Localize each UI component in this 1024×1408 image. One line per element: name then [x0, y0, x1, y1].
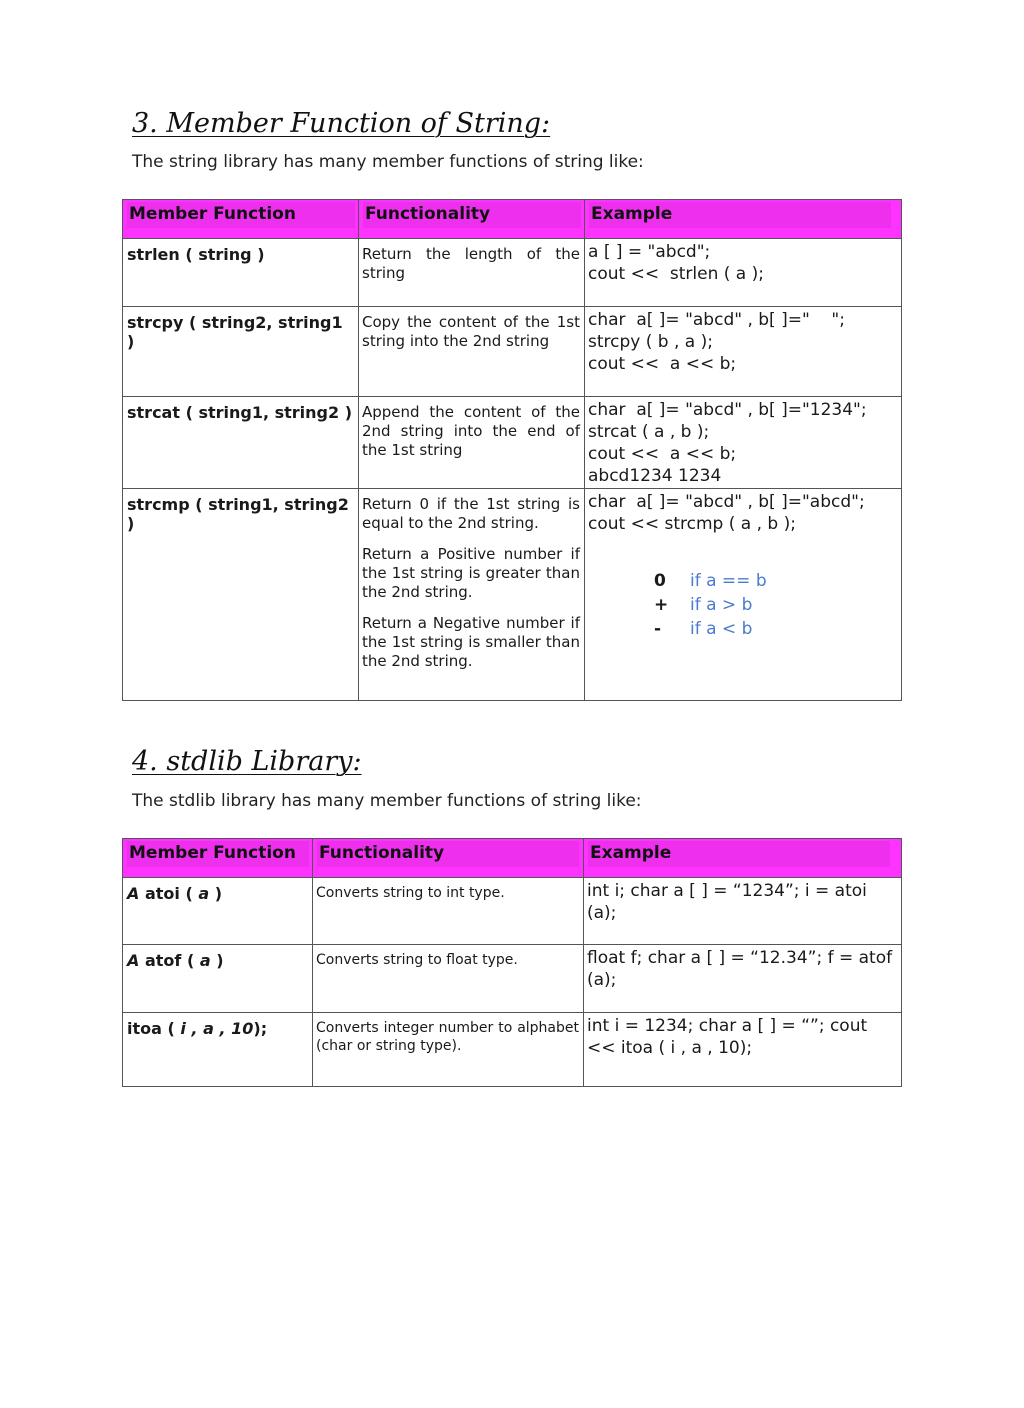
- section4-heading: 4. stdlib Library:: [132, 746, 362, 777]
- function-name: strcat ( string1, string2 ): [123, 397, 359, 489]
- function-description: Converts integer number to alphabet (char or string type).: [313, 1013, 584, 1087]
- section3-intro: The string library has many member functions of string like:: [132, 152, 644, 172]
- header-member-function: Member Function: [123, 200, 359, 239]
- table-row: [123, 489, 902, 701]
- function-description: Return the length of the string: [359, 239, 585, 307]
- table-row: [123, 239, 902, 307]
- table-row: [123, 945, 902, 1013]
- string-functions-table: [122, 199, 902, 701]
- header-member-function: Member Function: [123, 839, 313, 878]
- table-header-row: [123, 200, 902, 239]
- function-description: Append the content of the 2nd string into the end of the 1st string: [359, 397, 585, 489]
- function-example: a [ ] = "abcd"; cout << strlen ( a );: [585, 239, 902, 307]
- result-item: - if a < b: [654, 619, 753, 639]
- comparison-results: [588, 569, 897, 641]
- function-example: char a[ ]= "abcd" , b[ ]="1234"; strcat ( a , b ); cout << a << b; abcd1234 1234: [585, 397, 902, 489]
- table-row: [123, 878, 902, 945]
- function-name: A atoi ( a ): [123, 878, 313, 945]
- table-header-row: [123, 839, 902, 878]
- table-row: [123, 1013, 902, 1087]
- function-description: Converts string to int type.: [313, 878, 584, 945]
- function-example: int i; char a [ ] = “1234”; i = atoi (a);: [584, 878, 902, 945]
- function-description: Return 0 if the 1st string is equal to the 2nd string. Return a Positive number if the 1st string is greater than the 2nd string. Return a Negative number if the 1st string is smaller than the 2nd string.: [359, 489, 585, 701]
- function-example: float f; char a [ ] = “12.34”; f = atof (a);: [584, 945, 902, 1013]
- header-example: Example: [584, 839, 902, 878]
- function-name: A atof ( a ): [123, 945, 313, 1013]
- section3-heading: 3. Member Function of String:: [132, 108, 551, 139]
- function-description: Converts string to float type.: [313, 945, 584, 1013]
- function-example: int i = 1234; char a [ ] = “”; cout << itoa ( i , a , 10);: [584, 1013, 902, 1087]
- function-name: strcmp ( string1, string2 ): [123, 489, 359, 701]
- stdlib-functions-table: [122, 838, 902, 1087]
- result-item: + if a > b: [654, 595, 753, 615]
- table-row: [123, 397, 902, 489]
- header-example: Example: [585, 200, 902, 239]
- table-row: [123, 307, 902, 397]
- result-item: 0 if a == b: [654, 571, 767, 591]
- function-example: char a[ ]= "abcd" , b[ ]=" "; strcpy ( b , a ); cout << a << b;: [585, 307, 902, 397]
- function-example: char a[ ]= "abcd" , b[ ]="abcd"; cout << strcmp ( a , b ); 0 if a == b + if a > b - if a < b: [585, 489, 902, 701]
- header-functionality: Functionality: [313, 839, 584, 878]
- header-functionality: Functionality: [359, 200, 585, 239]
- function-description: Copy the content of the 1st string into the 2nd string: [359, 307, 585, 397]
- function-name: itoa ( i , a , 10);: [123, 1013, 313, 1087]
- section4-intro: The stdlib library has many member functions of string like:: [132, 791, 642, 811]
- function-name: strlen ( string ): [123, 239, 359, 307]
- function-name: strcpy ( string2, string1 ): [123, 307, 359, 397]
